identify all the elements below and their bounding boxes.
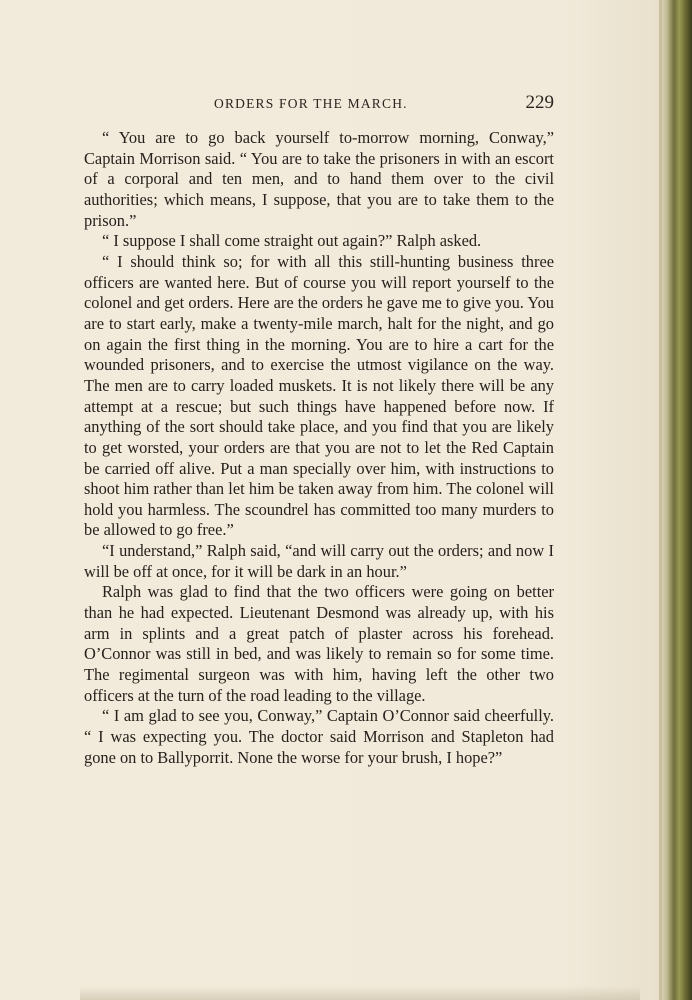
paragraph: “ I should think so; for with all this still-hunting business three officers are wanted here. But of course you will report yourself to the colonel and get orders. Here are the orders he gave me to give you. You are to start early, make a twenty-mile march, halt for the night, and go on again the first thing in the morning. You are to hire a cart for the wounded prisoners, and to exercise the utmost vigilance on the way. The men are to carry loaded muskets. It is not likely there will be any attempt at a rescue; but such things have happened before now. If anything of the sort should take place, and you find that you are likely to get worsted, your orders are that you are not to let the Red Captain be carried off alive. Put a man specially over him, with instructions to shoot him rather than let him be taken away from him. The colonel will hold you harmless. The scoundrel has committed too many murders to be allowed to go free.” (84, 251, 554, 540)
body-text (84, 128, 554, 768)
paragraph: “ I am glad to see you, Conway,” Captain O’Connor said cheerfully. “ I was expecting you. The doctor said Morrison and Stapleton had gone on to Ballyporrit. None the worse for your brush, I hope?” (84, 706, 554, 767)
book-spine (662, 0, 692, 1000)
page-bottom-shadow (80, 986, 640, 1000)
page-header (84, 94, 554, 116)
running-head: ORDERS FOR THE MARCH. (214, 96, 408, 111)
paragraph: “I understand,” Ralph said, “and will carry out the orders; and now I will be off at once, for it will be dark in an hour.” (84, 541, 554, 581)
page-number: 229 (525, 92, 554, 113)
paragraph: “ I suppose I shall come straight out again?” Ralph asked. (102, 231, 482, 251)
paragraph: Ralph was glad to find that the two officers were going on better than he had expected. Lieutenant Desmond was already up, with his arm in splints and a great patch of plaster across his forehead. O’Connor was still in bed, and was likely to remain so for some time. The regimental surgeon was with him, having left the other two officers at the turn of the road leading to the village. (84, 582, 554, 705)
paragraph: “ You are to go back yourself to-morrow morning, Conway,” Captain Morrison said. “ You are to take the prisoners in with an escort of a corporal and ten men, and to hand them over to the civil authorities; which means, I suppose, that you are to take them to the prison.” (84, 128, 554, 230)
